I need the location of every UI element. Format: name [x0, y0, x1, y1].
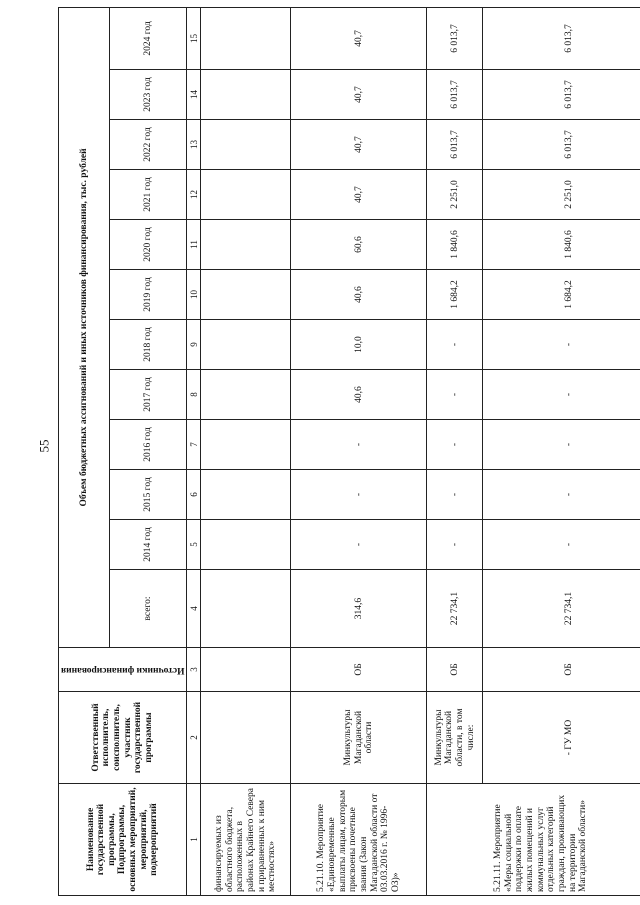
header-year-2021: 2021 год	[110, 170, 187, 220]
header-year-2020: 2020 год	[110, 220, 187, 270]
row-value	[201, 320, 291, 370]
index-cell: 13	[187, 120, 201, 170]
row-value	[201, 170, 291, 220]
row-value: 1 840,6	[483, 220, 640, 270]
budget-table	[58, 7, 640, 896]
row-value: 6 013,7	[483, 120, 640, 170]
row-executor: Минкультуры Магаданской области, в том числе:	[427, 692, 483, 784]
row-value: 6 013,7	[427, 120, 483, 170]
budget-table-container	[58, 8, 626, 896]
row-value: 6 013,7	[483, 70, 640, 120]
row-value: -	[483, 520, 640, 570]
row-value: -	[291, 420, 427, 470]
row-value: 40,7	[291, 7, 427, 69]
row-value: 40,6	[291, 270, 427, 320]
header-year-2015: 2015 год	[110, 470, 187, 520]
row-total	[201, 570, 291, 648]
index-cell: 9	[187, 320, 201, 370]
header-source-text: Источники финансирования	[61, 664, 185, 675]
header-year-2018: 2018 год	[110, 320, 187, 370]
header-funding-group: Объем бюджетных ассигнований и иных источников финансирования, тыс. рублей	[59, 7, 110, 647]
row-value: 40,7	[291, 120, 427, 170]
row-value: -	[483, 320, 640, 370]
row-value: 2 251,0	[427, 170, 483, 220]
index-cell: 6	[187, 470, 201, 520]
header-year-2016: 2016 год	[110, 420, 187, 470]
row-value: -	[427, 370, 483, 420]
header-year-2019: 2019 год	[110, 270, 187, 320]
header-year-2024: 2024 год	[110, 7, 187, 69]
row-value: -	[291, 470, 427, 520]
row-value: 6 013,7	[483, 7, 640, 69]
row-value	[201, 220, 291, 270]
row-total: 314,6	[291, 570, 427, 648]
index-cell: 10	[187, 270, 201, 320]
row-value: -	[291, 520, 427, 570]
page-number: 55	[36, 439, 52, 453]
index-cell: 8	[187, 370, 201, 420]
header-source	[59, 648, 187, 692]
index-cell: 14	[187, 70, 201, 120]
row-source: ОБ	[427, 648, 483, 692]
row-value	[201, 470, 291, 520]
index-cell: 3	[187, 648, 201, 692]
row-value	[201, 520, 291, 570]
header-year-2017: 2017 год	[110, 370, 187, 420]
row-total: 22 734,1	[427, 570, 483, 648]
row-value: 10,0	[291, 320, 427, 370]
row-value	[201, 420, 291, 470]
header-year-2014: 2014 год	[110, 520, 187, 570]
row-total: 22 734,1	[483, 570, 640, 648]
table-row	[427, 7, 483, 895]
index-row	[187, 7, 201, 895]
row-value: -	[483, 420, 640, 470]
row-value: 1 684,2	[483, 270, 640, 320]
row-executor: - ГУ МО	[483, 692, 640, 784]
index-cell: 4	[187, 570, 201, 648]
row-value: 40,6	[291, 370, 427, 420]
row-executor: Минкультуры Магаданской области	[291, 692, 427, 784]
row-value: 1 840,6	[427, 220, 483, 270]
row-value: 1 684,2	[427, 270, 483, 320]
row-value: 6 013,7	[427, 70, 483, 120]
rotated-sheet	[58, 8, 626, 896]
row-value: -	[427, 420, 483, 470]
table-row	[483, 7, 640, 895]
header-total: всего:	[110, 570, 187, 648]
row-name: финансируемых из областного бюджета, расположенных в районах Крайнего Севера и приравненных к ним местностях»	[201, 784, 291, 896]
row-value	[201, 370, 291, 420]
row-value	[201, 70, 291, 120]
index-cell: 5	[187, 520, 201, 570]
row-value: 40,7	[291, 170, 427, 220]
index-cell: 2	[187, 692, 201, 784]
index-cell: 11	[187, 220, 201, 270]
row-value	[201, 270, 291, 320]
row-value	[201, 7, 291, 69]
row-value: 60,6	[291, 220, 427, 270]
table-row	[201, 7, 291, 895]
index-cell: 1	[187, 784, 201, 896]
header-year-2023: 2023 год	[110, 70, 187, 120]
row-name: 5.21.11. Мероприятие «Меры социальной поддержки по оплате жилых помещений и коммунальных услуг отдельных категорий граждан, проживающих на территории Магаданской области»	[427, 784, 640, 896]
row-executor	[201, 692, 291, 784]
row-value: -	[427, 320, 483, 370]
row-value: -	[427, 520, 483, 570]
row-name: 5.21.10. Мероприятие «Единовременные выплаты лицам, которым присвоены почетные звания (Закон Магаданской области от 03.03.2016 г. № 1996-ОЗ)»	[291, 784, 427, 896]
header-year-2022: 2022 год	[110, 120, 187, 170]
row-source	[201, 648, 291, 692]
row-value: -	[483, 470, 640, 520]
row-value: 40,7	[291, 70, 427, 120]
header-name: Наименование государственной программы, Подпрограммы, основных мероприятий, мероприятий, подмероприятий	[59, 784, 187, 896]
row-value: 6 013,7	[427, 7, 483, 69]
row-value	[201, 120, 291, 170]
index-cell: 12	[187, 170, 201, 220]
row-value: -	[427, 470, 483, 520]
header-executor: Ответственный исполнитель, соисполнитель, участник государственной программы	[59, 692, 187, 784]
table-row	[291, 7, 427, 895]
row-source: ОБ	[483, 648, 640, 692]
row-source: ОБ	[291, 648, 427, 692]
index-cell: 15	[187, 7, 201, 69]
row-value: -	[483, 370, 640, 420]
row-value: 2 251,0	[483, 170, 640, 220]
index-cell: 7	[187, 420, 201, 470]
